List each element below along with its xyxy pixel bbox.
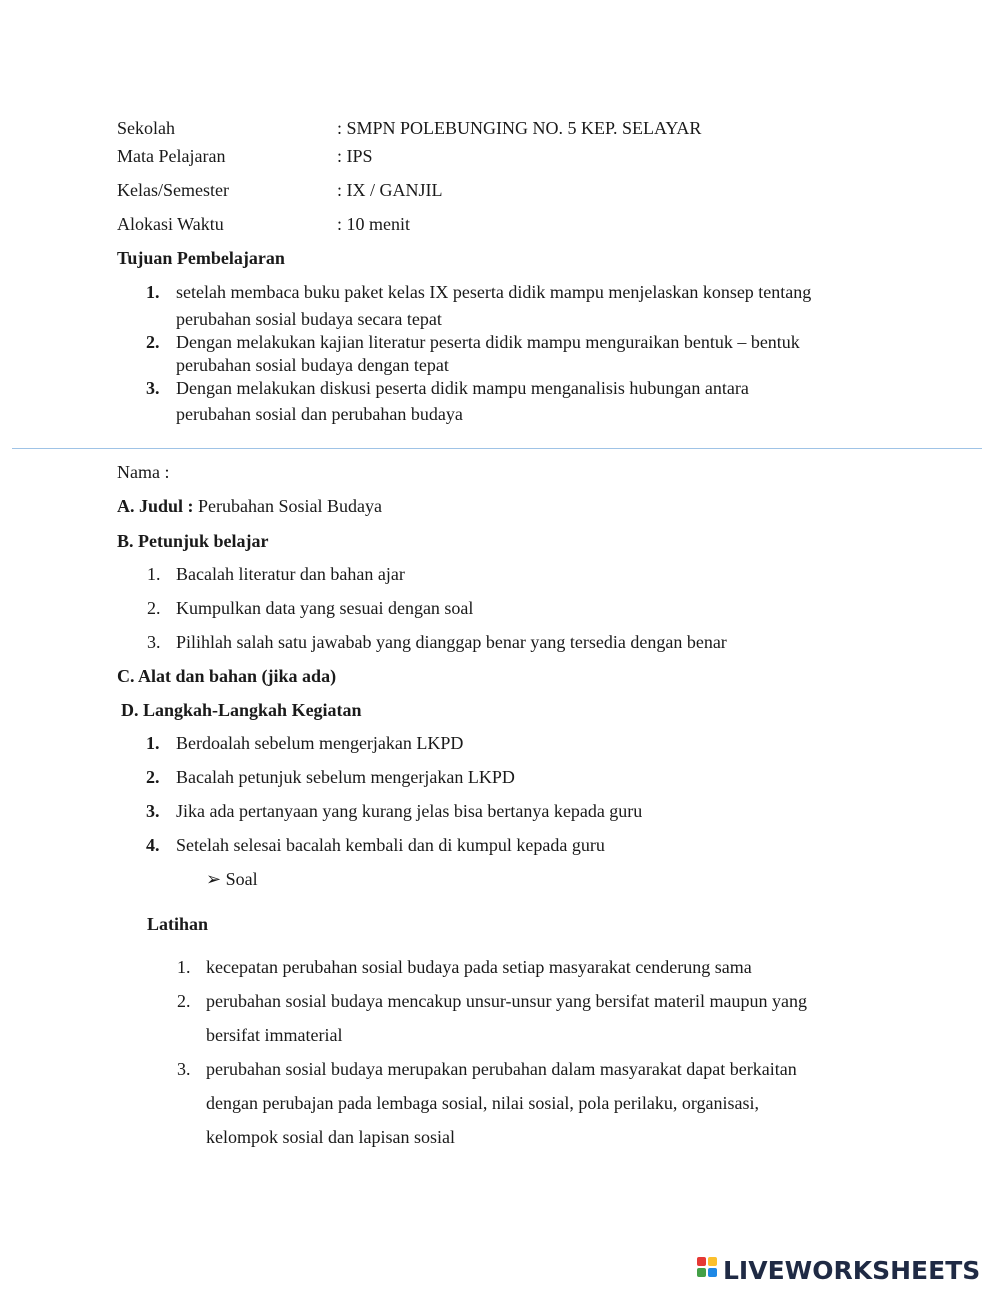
langkah-item-text: Berdoalah sebelum mengerjakan LKPD (176, 733, 464, 753)
value-sekolah: : SMPN POLEBUNGING NO. 5 KEP. SELAYAR (337, 118, 702, 138)
petunjuk-title: B. Petunjuk belajar (117, 531, 269, 551)
soal-label: Soal (225, 869, 258, 889)
value-kelas-semester: : IX / GANJIL (337, 180, 443, 200)
judul-label: A. Judul : (117, 496, 194, 516)
latihan-item-number: 1. (177, 957, 191, 977)
latihan-item-text: kelompok sosial dan lapisan sosial (206, 1127, 455, 1147)
langkah-item-text: Bacalah petunjuk sebelum mengerjakan LKPD (176, 767, 515, 787)
langkah-item-number: 1. (146, 733, 160, 753)
langkah-item-text: Setelah selesai bacalah kembali dan di kumpul kepada guru (176, 835, 605, 855)
tujuan-item-text: Dengan melakukan kajian literatur peserta didik mampu menguraikan bentuk – bentuk (176, 332, 800, 352)
petunjuk-item-text: Pilihlah salah satu jawabab yang dianggap benar yang tersedia dengan benar (176, 632, 727, 652)
tujuan-item-number: 1. (146, 282, 160, 302)
petunjuk-item-text: Bacalah literatur dan bahan ajar (176, 564, 405, 584)
label-kelas-semester: Kelas/Semester (117, 180, 229, 200)
latihan-item-text: perubahan sosial budaya mencakup unsur-unsur yang bersifat materil maupun yang (206, 991, 807, 1011)
latihan-item-number: 2. (177, 991, 191, 1011)
liveworksheets-logo (697, 1256, 980, 1286)
arrow-bullet-icon: ➢ (206, 869, 222, 889)
petunjuk-item-number: 3. (147, 632, 161, 652)
label-alokasi-waktu: Alokasi Waktu (117, 214, 224, 234)
section-divider (12, 448, 982, 449)
label-sekolah: Sekolah (117, 118, 175, 138)
latihan-title: Latihan (147, 914, 209, 934)
value-alokasi-waktu: : 10 menit (337, 214, 410, 234)
tujuan-item-text: perubahan sosial dan perubahan budaya (176, 404, 463, 424)
langkah-item-number: 4. (146, 835, 160, 855)
langkah-item-text: Jika ada pertanyaan yang kurang jelas bisa bertanya kepada guru (176, 801, 643, 821)
langkah-item-number: 2. (146, 767, 160, 787)
tujuan-item-text: perubahan sosial budaya dengan tepat (176, 355, 449, 375)
tujuan-item-number: 2. (146, 332, 160, 352)
latihan-item-text: dengan perubajan pada lembaga sosial, nilai sosial, pola perilaku, organisasi, (206, 1093, 760, 1113)
petunjuk-item-number: 1. (147, 564, 161, 584)
langkah-item-number: 3. (146, 801, 160, 821)
tujuan-item-text: Dengan melakukan diskusi peserta didik mampu menganalisis hubungan antara (176, 378, 749, 398)
tujuan-title: Tujuan Pembelajaran (117, 248, 285, 268)
judul-line (117, 495, 382, 517)
latihan-item-text: bersifat immaterial (206, 1025, 343, 1045)
petunjuk-item-number: 2. (147, 598, 161, 618)
value-mata-pelajaran: : IPS (337, 146, 373, 166)
judul-value: Perubahan Sosial Budaya (198, 496, 382, 516)
soal-bullet (206, 868, 258, 890)
liveworksheets-wordmark: LIVEWORKSHEETS (723, 1256, 981, 1285)
live-blocks-icon (697, 1257, 719, 1285)
latihan-item-text: perubahan sosial budaya merupakan perubahan dalam masyarakat dapat berkaitan (206, 1059, 797, 1079)
latihan-item-number: 3. (177, 1059, 191, 1079)
tujuan-item-text: perubahan sosial budaya secara tepat (176, 309, 442, 329)
latihan-item-text: kecepatan perubahan sosial budaya pada setiap masyarakat cenderung sama (206, 957, 752, 977)
petunjuk-item-text: Kumpulkan data yang sesuai dengan soal (176, 598, 474, 618)
tujuan-item-text: setelah membaca buku paket kelas IX peserta didik mampu menjelaskan konsep tentang (176, 282, 812, 302)
nama-label: Nama : (117, 462, 170, 482)
langkah-title: D. Langkah-Langkah Kegiatan (121, 700, 362, 720)
label-mata-pelajaran: Mata Pelajaran (117, 146, 226, 166)
tujuan-item-number: 3. (146, 378, 160, 398)
alat-bahan-title: C. Alat dan bahan (jika ada) (117, 666, 337, 686)
